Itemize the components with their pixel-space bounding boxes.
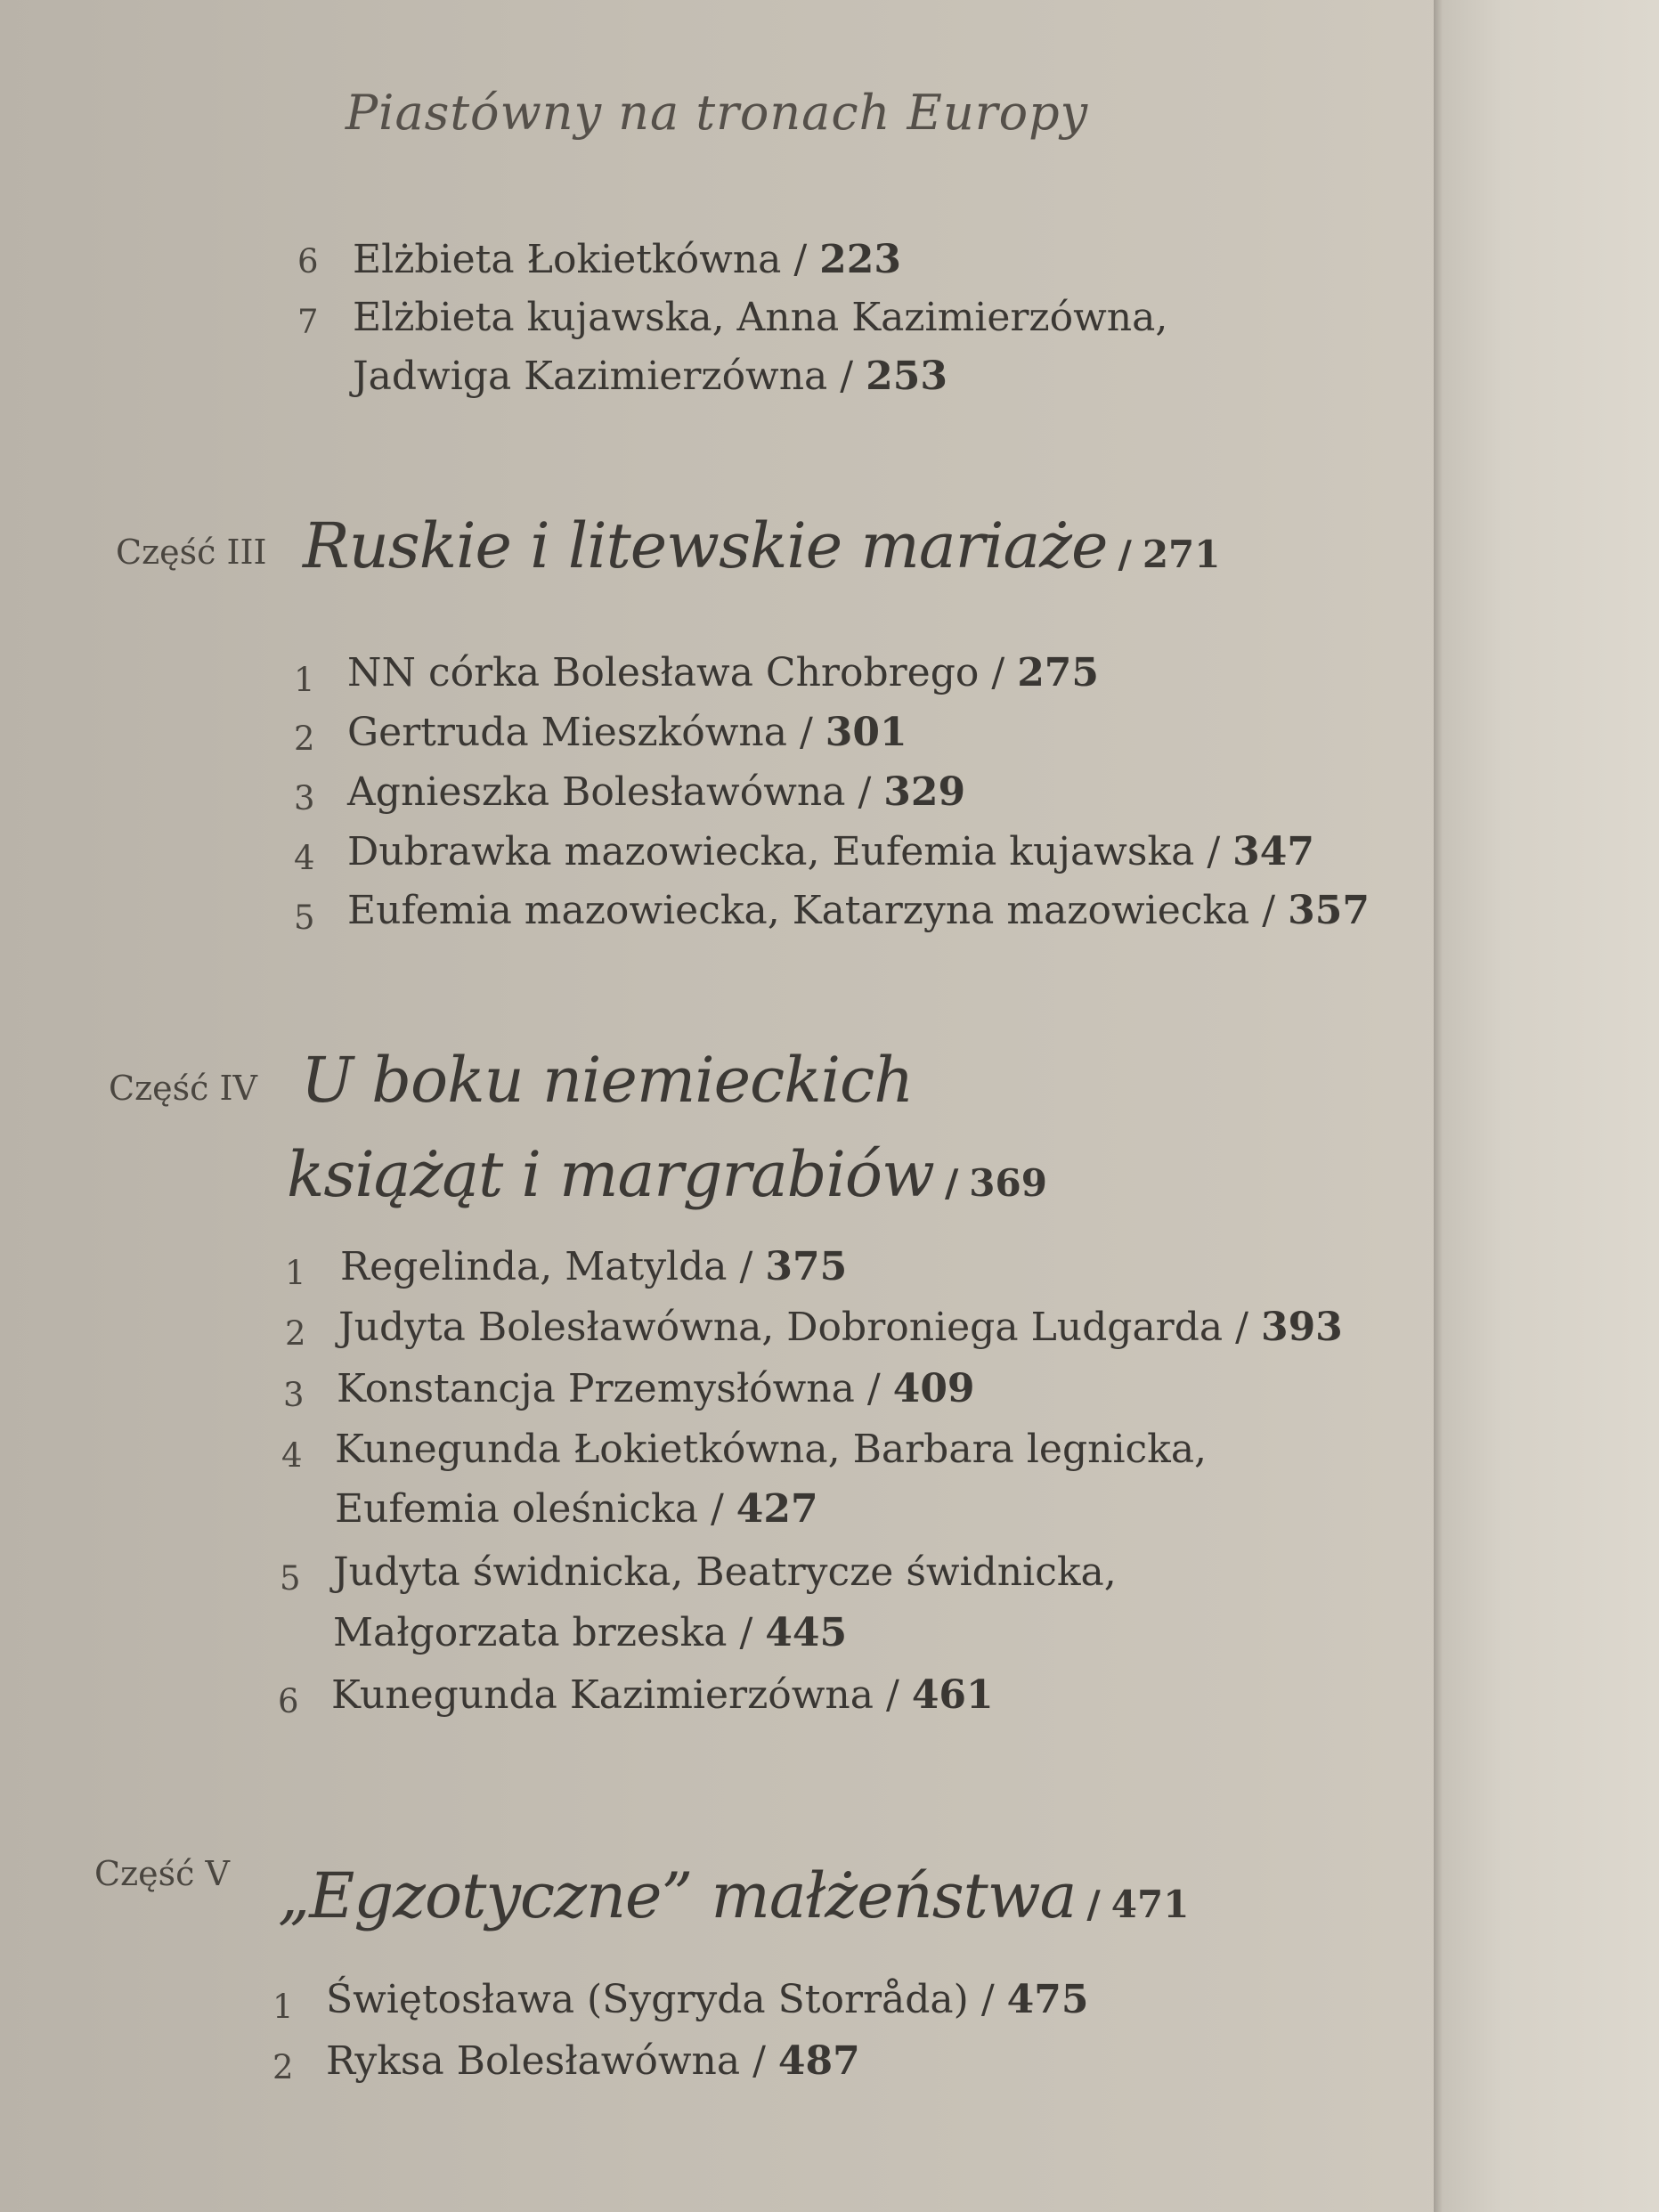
- entry-number: 4: [281, 1436, 303, 1475]
- part-label: Część V: [94, 1854, 230, 1893]
- entry-number: 2: [272, 2048, 294, 2086]
- page-edge: [1434, 0, 1659, 2212]
- toc-entry: Kunegunda Kazimierzówna / 461: [331, 1672, 994, 1718]
- entry-number: 4: [294, 839, 315, 877]
- part-title: Ruskie i litewskie mariaże / 271: [303, 509, 1221, 582]
- entry-number: 7: [297, 303, 319, 341]
- toc-entry: Dubrawka mazowiecka, Eufemia kujawska / 347: [347, 829, 1314, 874]
- toc-entry: Kunegunda Łokietkówna, Barbara legnicka,: [335, 1427, 1208, 1472]
- toc-entry: Elżbieta Łokietkówna / 223: [353, 237, 902, 282]
- toc-entry: Regelinda, Matylda / 375: [340, 1244, 848, 1289]
- entry-number: 5: [280, 1559, 301, 1598]
- part-label: Część III: [116, 533, 267, 572]
- toc-entry: Agnieszka Bolesławówna / 329: [347, 769, 966, 815]
- toc-entry: Ryksa Bolesławówna / 487: [326, 2038, 860, 2084]
- entry-number: 6: [297, 242, 319, 281]
- toc-entry: Eufemia mazowiecka, Katarzyna mazowiecka / 357: [347, 888, 1370, 933]
- toc-entry-continued: Eufemia oleśnicka / 427: [335, 1486, 818, 1532]
- toc-entry: NN córka Bolesława Chrobrego / 275: [347, 650, 1100, 695]
- toc-entry: Gertruda Mieszkówna / 301: [347, 710, 907, 755]
- entry-number: 5: [294, 899, 315, 937]
- entry-number: 3: [283, 1376, 305, 1414]
- part-label: Część IV: [109, 1069, 257, 1108]
- toc-entry: Elżbieta kujawska, Anna Kazimierzówna,: [353, 295, 1168, 340]
- toc-entry: Judyta Bolesławówna, Dobroniega Ludgarda / 393: [338, 1305, 1343, 1350]
- entry-number: 2: [285, 1314, 306, 1353]
- part-title: U boku niemieckich: [301, 1044, 914, 1117]
- entry-number: 2: [294, 720, 315, 758]
- entry-number: 1: [294, 661, 315, 699]
- entry-number: 3: [294, 779, 315, 817]
- running-header: Piastówny na tronach Europy: [345, 85, 1089, 141]
- entry-number: 6: [278, 1682, 299, 1720]
- toc-entry: Konstancja Przemysłówna / 409: [337, 1366, 975, 1411]
- entry-number: 1: [272, 1988, 294, 2026]
- entry-number: 1: [285, 1254, 306, 1292]
- toc-entry-continued: Małgorzata brzeska / 445: [333, 1610, 848, 1655]
- part-title-continued: książąt i margrabiów / 369: [287, 1138, 1047, 1211]
- part-title: „Egzotyczne” małżeństwa / 471: [278, 1859, 1190, 1932]
- toc-entry: Świętosława (Sygryda Storråda) / 475: [326, 1977, 1089, 2022]
- toc-entry: Judyta świdnicka, Beatrycze świdnicka,: [333, 1549, 1117, 1595]
- toc-entry-continued: Jadwiga Kazimierzówna / 253: [353, 354, 947, 399]
